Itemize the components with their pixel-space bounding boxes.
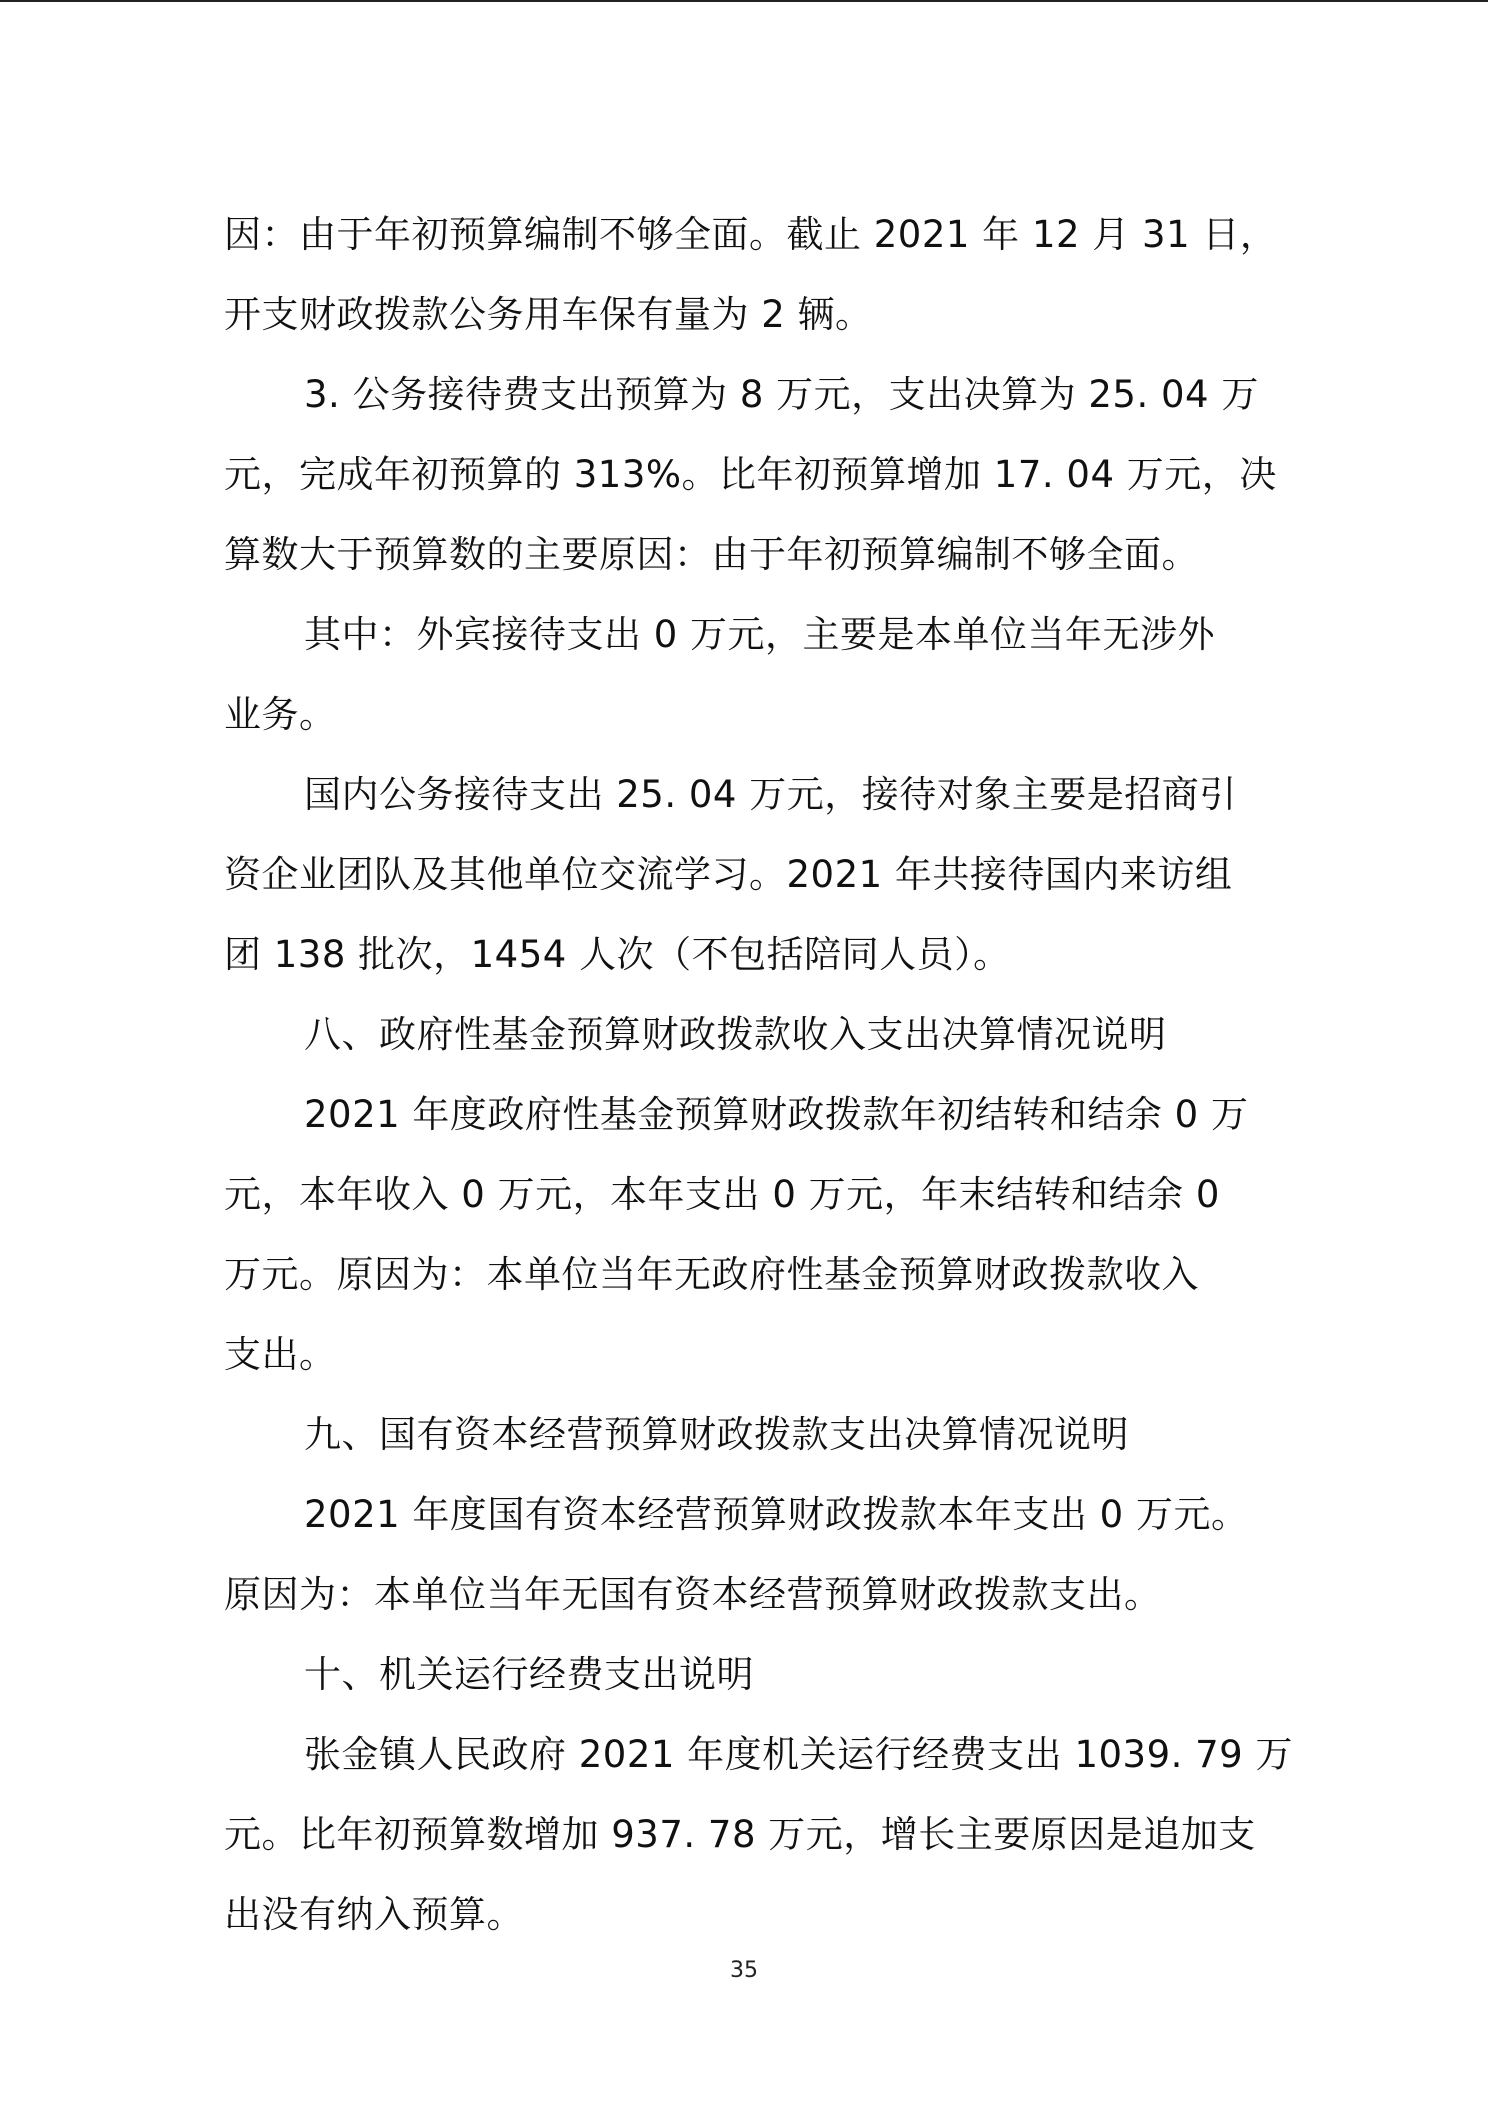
- text-line: 元，完成年初预算的 313%。比年初预算增加 17. 04 万元，决: [224, 453, 1277, 496]
- text-line: 支出。: [224, 1333, 337, 1376]
- paragraph-start: 张金镇人民政府 2021 年度机关运行经费支出 1039. 79 万: [304, 1733, 1293, 1776]
- text-line: 元，本年收入 0 万元，本年支出 0 万元，年末结转和结余 0: [224, 1173, 1220, 1216]
- text-line: 万元。原因为：本单位当年无政府性基金预算财政拨款收入: [224, 1253, 1199, 1296]
- paragraph-start: 国内公务接待支出 25. 04 万元，接待对象主要是招商引: [304, 773, 1237, 816]
- page-number: 35: [730, 1958, 758, 1983]
- text-line: 出没有纳入预算。: [224, 1893, 524, 1936]
- paragraph-start: 3. 公务接待费支出预算为 8 万元，支出决算为 25. 04 万: [304, 373, 1259, 416]
- text-line: 算数大于预算数的主要原因：由于年初预算编制不够全面。: [224, 533, 1199, 576]
- paragraph-start: 2021 年度国有资本经营预算财政拨款本年支出 0 万元。: [304, 1493, 1249, 1536]
- page-top-border: [0, 0, 1488, 2]
- document-body: [224, 195, 1293, 1955]
- section-heading-10: 十、机关运行经费支出说明: [304, 1653, 754, 1696]
- paragraph-start: 2021 年度政府性基金预算财政拨款年初结转和结余 0 万: [304, 1093, 1249, 1136]
- text-line: 资企业团队及其他单位交流学习。2021 年共接待国内来访组: [224, 853, 1233, 896]
- text-line: 因：由于年初预算编制不够全面。截止 2021 年 12 月 31 日，: [224, 213, 1278, 256]
- text-line: 开支财政拨款公务用车保有量为 2 辆。: [224, 293, 873, 336]
- text-line: 业务。: [224, 693, 337, 736]
- paragraph-start: 其中：外宾接待支出 0 万元，主要是本单位当年无涉外: [304, 613, 1216, 656]
- text-line: 团 138 批次，1454 人次（不包括陪同人员）。: [224, 933, 1011, 976]
- text-line: 元。比年初预算数增加 937. 78 万元，增长主要原因是追加支: [224, 1813, 1256, 1856]
- text-line: 原因为：本单位当年无国有资本经营预算财政拨款支出。: [224, 1573, 1162, 1616]
- section-heading-8: 八、政府性基金预算财政拨款收入支出决算情况说明: [304, 1013, 1167, 1056]
- section-heading-9: 九、国有资本经营预算财政拨款支出决算情况说明: [304, 1413, 1129, 1456]
